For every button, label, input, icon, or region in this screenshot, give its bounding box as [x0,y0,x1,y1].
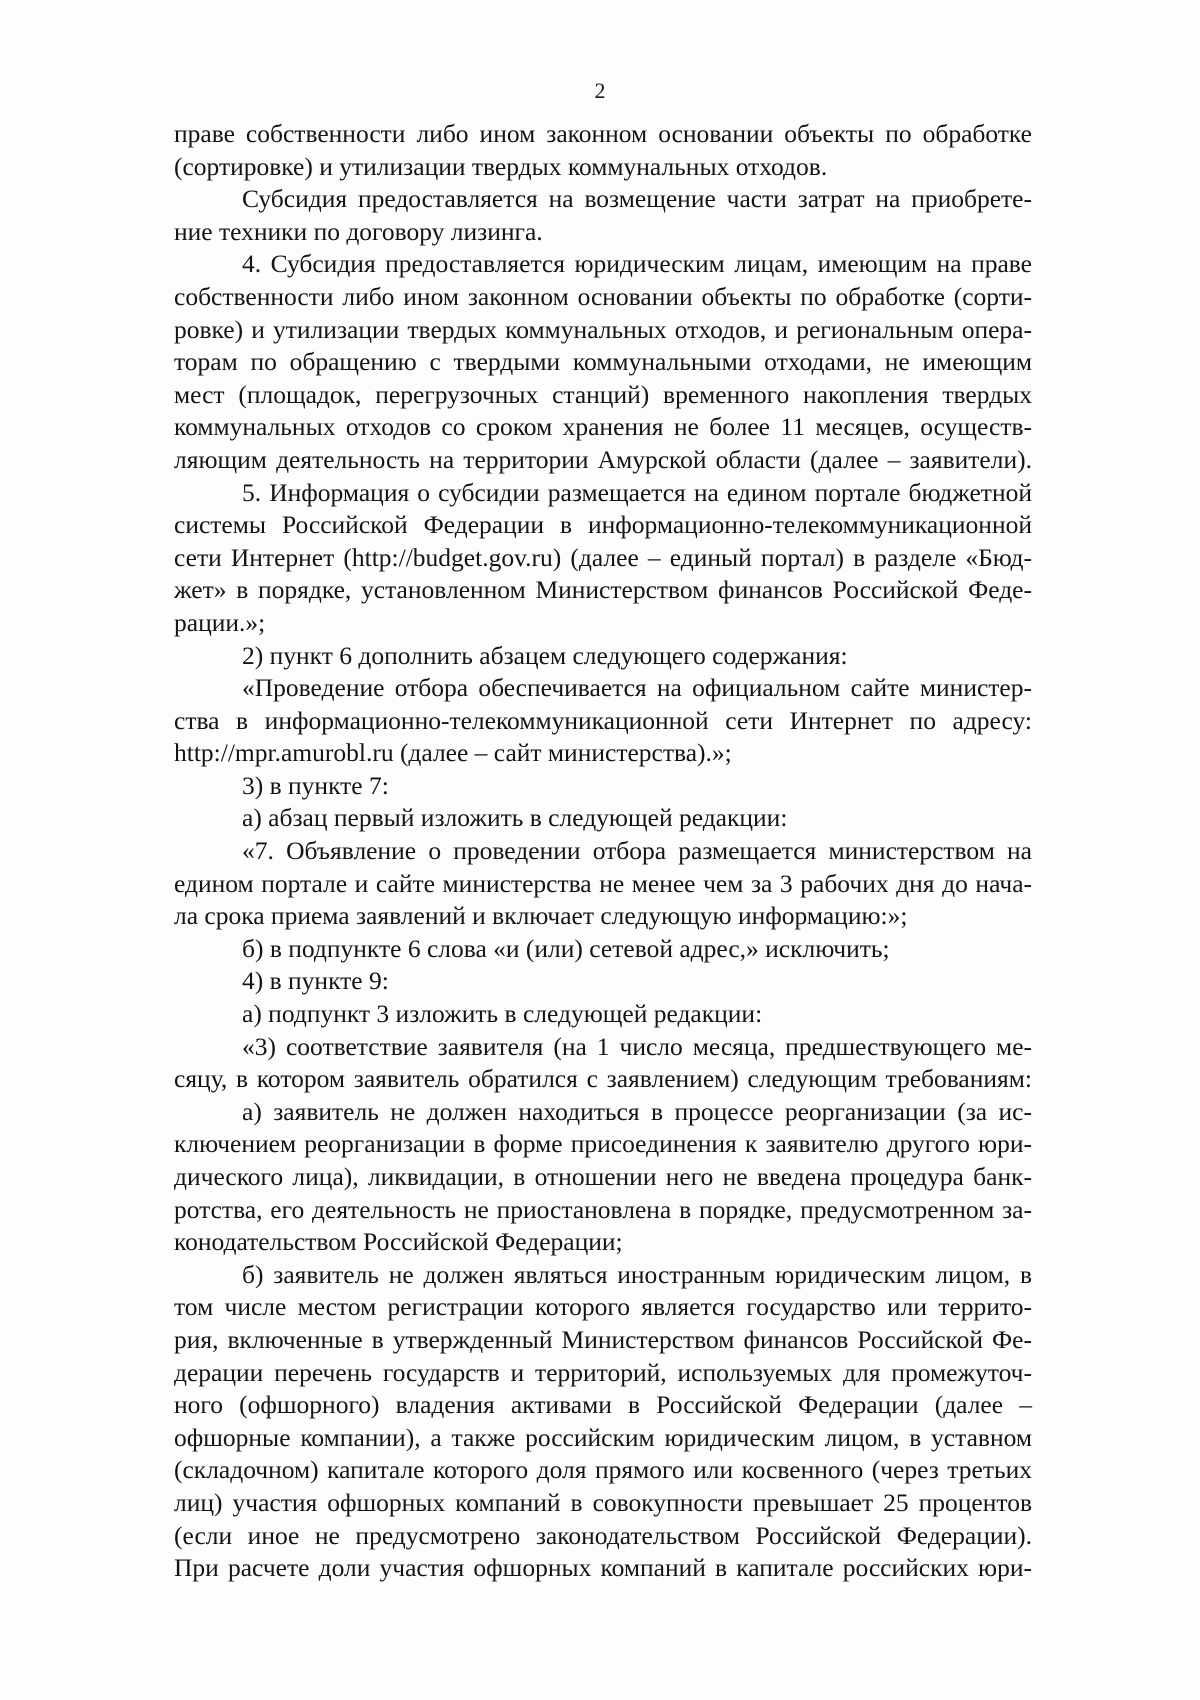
text-line: 2) пункт 6 дополнить абзацем следующего содержания: [242,640,848,670]
text-line: (сортировке) и утилизации твердых коммунальных отходов. [174,151,828,181]
text-line: рации.»; [174,607,266,637]
text-line: а) подпункт 3 изложить в следующей редакции: [242,999,763,1029]
document-body [174,118,1032,1585]
text-line: 5. Информация о субсидии размещается на едином портале бюджетной [242,477,1032,507]
text-line: сети Интернет (http://budget.gov.ru) (далее – единый портал) в разделе «Бюд- [174,542,1032,572]
text-line: а) заявитель не должен находиться в процессе реорганизации (за ис- [242,1096,1032,1126]
text-line: ние техники по договору лизинга. [174,216,543,246]
text-line: ла срока приема заявлений и включает следующую информацию:»; [174,901,908,931]
text-line: http://mpr.amurobl.ru (далее – сайт министерства).»; [174,738,732,768]
text-line: праве собственности либо ином законном основании объекты по обработке [174,119,1032,148]
text-line: собственности либо ином законном основании объекты по обработке (сорти- [174,281,1032,311]
text-line: офшорные компании), а также российским юридическим лицом, в уставном [174,1422,1032,1452]
text-line: (складочном) капитале которого доля прямого или косвенного (через третьих [174,1455,1032,1485]
text-line: едином портале и сайте министерства не менее чем за 3 рабочих дня до нача- [174,868,1032,898]
text-line: «7. Объявление о проведении отбора размещается министерством на [242,836,1032,866]
text-line: торам по обращению с твердыми коммунальными отходами, не имеющим [174,347,1032,377]
text-line: рия, включенные в утвержденный Министерством финансов Российской Фе- [174,1324,1032,1354]
text-line: «Проведение отбора обеспечивается на официальном сайте министер- [242,673,1032,703]
text-line: б) в подпункте 6 слова «и (или) сетевой адрес,» исключить; [242,933,890,963]
text-line: том числе местом регистрации которого является государство или террито- [174,1292,1032,1322]
text-line: дического лица), ликвидации, в отношении него не введена процедура банк- [174,1162,1032,1191]
text-line: лиц) участия офшорных компаний в совокупности превышает 25 процентов [174,1487,1032,1517]
text-line: ства в информационно-телекоммуникационной сети Интернет по адресу: [174,705,1032,735]
text-line: ного (офшорного) владения активами в Российской Федерации (далее – [174,1390,1032,1420]
text-line: ключением реорганизации в форме присоединения к заявителю другого юри- [174,1129,1032,1159]
text-line: сяцу, в котором заявитель обратился с заявлением) следующим требованиям: [174,1064,1032,1094]
text-line: При расчете доли участия офшорных компаний в капитале российских юри- [174,1553,1032,1583]
text-line: мест (площадок, перегрузочных станций) временного накопления твердых [174,379,1032,409]
text-line: 4. Субсидия предоставляется юридическим лицам, имеющим на праве [242,249,1032,279]
text-line: б) заявитель не должен являться иностранным юридическим лицом, в [242,1259,1032,1289]
text-line: 4) в пункте 9: [242,966,389,996]
page-number: 2 [594,78,606,103]
text-line: «3) соответствие заявителя (на 1 число месяца, предшествующего ме- [242,1031,1032,1061]
text-line: системы Российской Федерации в информационно-телекоммуникационной [174,510,1032,540]
text-line: ляющим деятельность на территории Амурской области (далее – заявители). [174,444,1032,474]
text-line: ротства, его деятельность не приостановлена в порядке, предусмотренном за- [174,1194,1032,1224]
text-line: (если иное не предусмотрено законодательством Российской Федерации). [174,1520,1032,1550]
text-line: а) абзац первый изложить в следующей редакции: [242,803,788,833]
text-line: Субсидия предоставляется на возмещение части затрат на приобрете- [242,184,1032,214]
text-line: жет» в порядке, установленном Министерством финансов Российской Феде- [174,575,1032,605]
text-line: дерации перечень государств и территорий, используемых для промежуточ- [174,1357,1032,1387]
text-line: коммунальных отходов со сроком хранения не более 11 месяцев, осуществ- [174,412,1032,442]
text-line: ровке) и утилизации твердых коммунальных отходов, и региональным опера- [174,314,1032,344]
text-line: 3) в пункте 7: [242,770,389,800]
text-line: конодательством Российской Федерации; [174,1227,623,1257]
